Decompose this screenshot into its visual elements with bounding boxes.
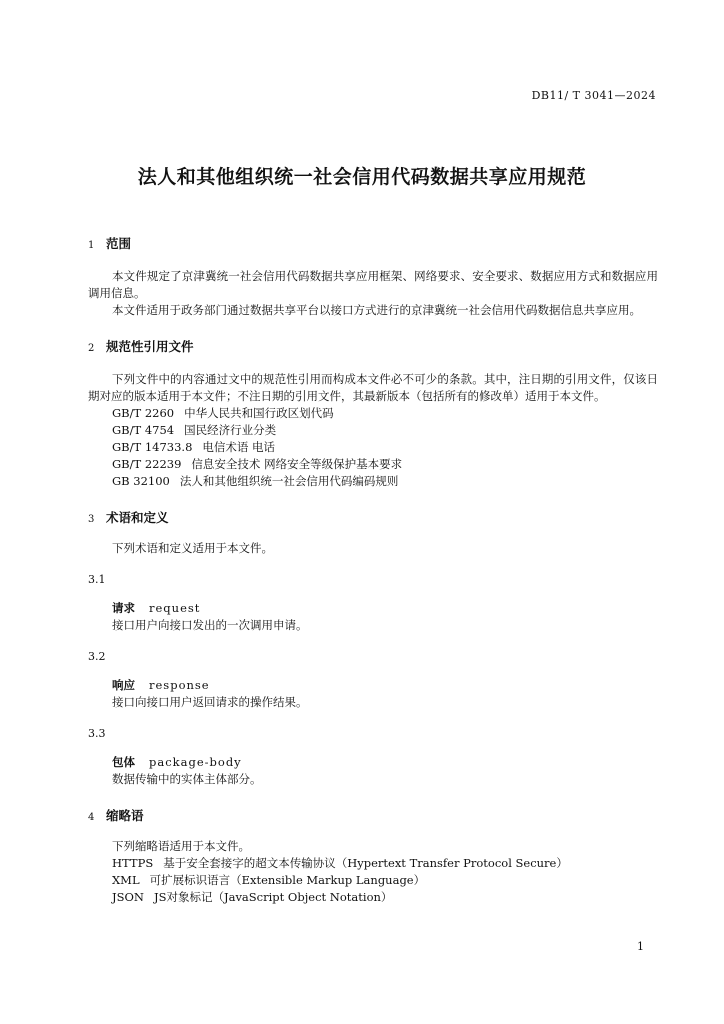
- abbreviation-description: JS对象标记（JavaScript Object Notation）: [153, 890, 393, 904]
- reference-title: 法人和其他组织统一社会信用代码编码规则: [179, 474, 399, 488]
- reference-title: 国民经济行业分类: [184, 423, 277, 437]
- reference-code: GB/T 14733.8: [112, 440, 193, 454]
- reference-code: GB/T 2260: [112, 406, 175, 420]
- term-english: response: [149, 678, 210, 692]
- abbreviation-item: [88, 872, 658, 889]
- section-title: 缩略语: [106, 808, 144, 823]
- section-number: 3: [88, 514, 95, 525]
- abbreviations-intro: 下列缩略语适用于本文件。: [112, 839, 250, 853]
- term-english: package-body: [149, 755, 242, 769]
- section-2-heading: [88, 337, 658, 355]
- term-chinese: 包体: [112, 755, 135, 769]
- reference-item: [88, 405, 658, 422]
- section-1-heading: [88, 234, 658, 252]
- reference-title: 电信术语 电话: [202, 440, 276, 454]
- term-english: request: [149, 601, 201, 615]
- references-intro: 下列文件中的内容通过文中的规范性引用而构成本文件必不可少的条款。其中，注日期的引用文件，仅该日期对应的版本适用于本文件；不注日期的引用文件，其最新版本（包括所有的修改单）适用于本文件。: [88, 372, 658, 403]
- abbreviation-description: 可扩展标识语言（Extensible Markup Language）: [149, 873, 426, 887]
- section-title: 规范性引用文件: [106, 339, 194, 354]
- abbreviation-item: [88, 889, 658, 906]
- term-entry: [88, 600, 658, 617]
- abbreviation-description: 基于安全套接字的超文本传输协议（Hypertext Transfer Protocol Secure）: [163, 856, 568, 870]
- term-chinese: 响应: [112, 678, 135, 692]
- term-number: 3.2: [88, 650, 106, 663]
- term-entry: [88, 754, 658, 771]
- page-number: 1: [637, 940, 644, 953]
- section-3-heading: [88, 508, 658, 526]
- abbreviation-code: JSON: [112, 890, 144, 904]
- section-number: 1: [88, 240, 95, 251]
- reference-code: GB 32100: [112, 474, 170, 488]
- term-definition: 接口用户向接口发出的一次调用申请。: [112, 618, 308, 632]
- section-title: 范围: [106, 236, 132, 251]
- document-body: [88, 234, 658, 906]
- section-4-heading: [88, 806, 658, 824]
- scope-paragraph: 本文件适用于政务部门通过数据共享平台以接口方式进行的京津冀统一社会信用代码数据信息共享应用。: [112, 303, 641, 317]
- term-number: 3.1: [88, 573, 106, 586]
- term-number: 3.3: [88, 727, 106, 740]
- term-definition: 接口向接口用户返回请求的操作结果。: [112, 695, 308, 709]
- reference-code: GB/T 4754: [112, 423, 175, 437]
- reference-title: 信息安全技术 网络安全等级保护基本要求: [191, 457, 403, 471]
- reference-item: [88, 439, 658, 456]
- abbreviation-code: XML: [112, 873, 140, 887]
- standard-id: DB11/ T 3041—2024: [531, 89, 656, 102]
- term-entry: [88, 677, 658, 694]
- scope-paragraph: 本文件规定了京津冀统一社会信用代码数据共享应用框架、网络要求、安全要求、数据应用方式和数据应用调用信息。: [88, 269, 658, 300]
- reference-code: GB/T 22239: [112, 457, 182, 471]
- section-number: 2: [88, 343, 95, 354]
- reference-item: [88, 456, 658, 473]
- section-number: 4: [88, 812, 95, 823]
- terms-intro: 下列术语和定义适用于本文件。: [112, 541, 273, 555]
- reference-item: [88, 473, 658, 490]
- reference-item: [88, 422, 658, 439]
- reference-title: 中华人民共和国行政区划代码: [184, 406, 334, 420]
- term-chinese: 请求: [112, 601, 135, 615]
- section-title: 术语和定义: [106, 510, 169, 525]
- abbreviation-item: [88, 855, 658, 872]
- term-definition: 数据传输中的实体主体部分。: [112, 772, 262, 786]
- reference-list: [88, 405, 658, 490]
- document-title: 法人和其他组织统一社会信用代码数据共享应用规范: [137, 166, 587, 188]
- abbreviation-code: HTTPS: [112, 856, 154, 870]
